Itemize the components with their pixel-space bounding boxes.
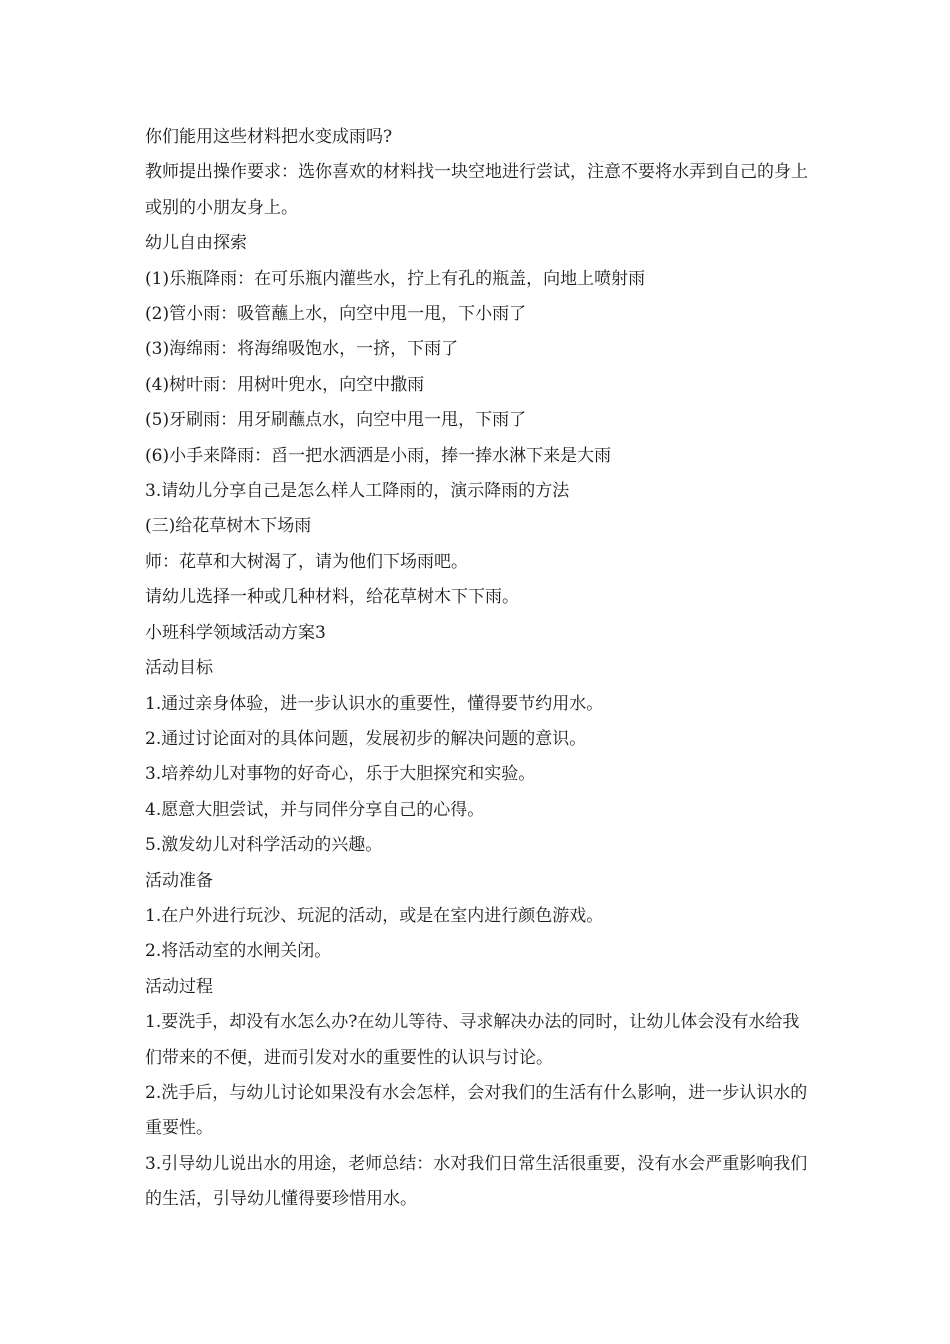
preparation-item-2: 2.将活动室的水闸关闭。 (145, 941, 332, 962)
plan-title: 小班科学领域活动方案3 (145, 622, 326, 643)
section-heading-process: 活动过程 (145, 976, 213, 997)
list-item-sponge-rain: (3)海绵雨：将海绵吸饱水，一挤，下雨了 (145, 339, 459, 360)
goal-item-5: 5.激发幼儿对科学活动的兴趣。 (145, 835, 383, 856)
list-item-straw-rain: (2)管小雨：吸管蘸上水，向空中甩一甩，下小雨了 (145, 304, 527, 325)
paragraph-teacher-requirements: 教师提出操作要求：选你喜欢的材料找一块空地进行尝试，注意不要将水弄到自己的身上或别的小朋友身上。 (145, 162, 808, 218)
list-item-leaf-rain: (4)树叶雨：用树叶兜水，向空中撒雨 (145, 374, 425, 395)
paragraph-teacher-line: 师：花草和大树渴了，请为他们下场雨吧。 (145, 551, 468, 572)
goal-item-2: 2.通过讨论面对的具体问题，发展初步的解决问题的意识。 (145, 728, 587, 749)
document-page (145, 120, 810, 1218)
paragraph-question: 你们能用这些材料把水变成雨吗? (145, 127, 393, 147)
section-heading-water-plants: (三)给花草树木下场雨 (145, 516, 312, 537)
paragraph-share-method: 3.请幼儿分享自己是怎么样人工降雨的，演示降雨的方法 (145, 481, 570, 502)
goal-item-4: 4.愿意大胆尝试，并与同伴分享自己的心得。 (145, 799, 485, 820)
goal-item-1: 1.通过亲身体验，进一步认识水的重要性，懂得要节约用水。 (145, 693, 604, 714)
process-item-1: 1.要洗手，却没有水怎么办?在幼儿等待、寻求解决办法的同时，让幼儿体会没有水给我们带来的不便，进而引发对水的重要性的认识与讨论。 (145, 1012, 800, 1068)
process-item-2: 2.洗手后，与幼儿讨论如果没有水会怎样，会对我们的生活有什么影响，进一步认识水的重要性。 (145, 1082, 808, 1139)
list-item-toothbrush-rain: (5)牙刷雨：用牙刷蘸点水，向空中甩一甩，下雨了 (145, 410, 527, 431)
section-heading-preparation: 活动准备 (145, 870, 213, 891)
goal-item-3: 3.培养幼儿对事物的好奇心，乐于大胆探究和实验。 (145, 764, 536, 785)
paragraph-free-exploration: 幼儿自由探索 (145, 233, 247, 254)
list-item-hand-rain: (6)小手来降雨：舀一把水洒洒是小雨，捧一捧水淋下来是大雨 (145, 445, 612, 466)
list-item-bottle-rain: (1)乐瓶降雨：在可乐瓶内灌些水，拧上有孔的瓶盖，向地上喷射雨 (145, 268, 646, 289)
preparation-item-1: 1.在户外进行玩沙、玩泥的活动，或是在室内进行颜色游戏。 (145, 905, 604, 926)
paragraph-choose-materials: 请幼儿选择一种或几种材料，给花草树木下下雨。 (145, 587, 519, 608)
section-heading-goals: 活动目标 (145, 658, 213, 679)
process-item-3: 3.引导幼儿说出水的用途，老师总结：水对我们日常生活很重要，没有水会严重影响我们的生活，引导幼儿懂得要珍惜用水。 (145, 1153, 808, 1210)
